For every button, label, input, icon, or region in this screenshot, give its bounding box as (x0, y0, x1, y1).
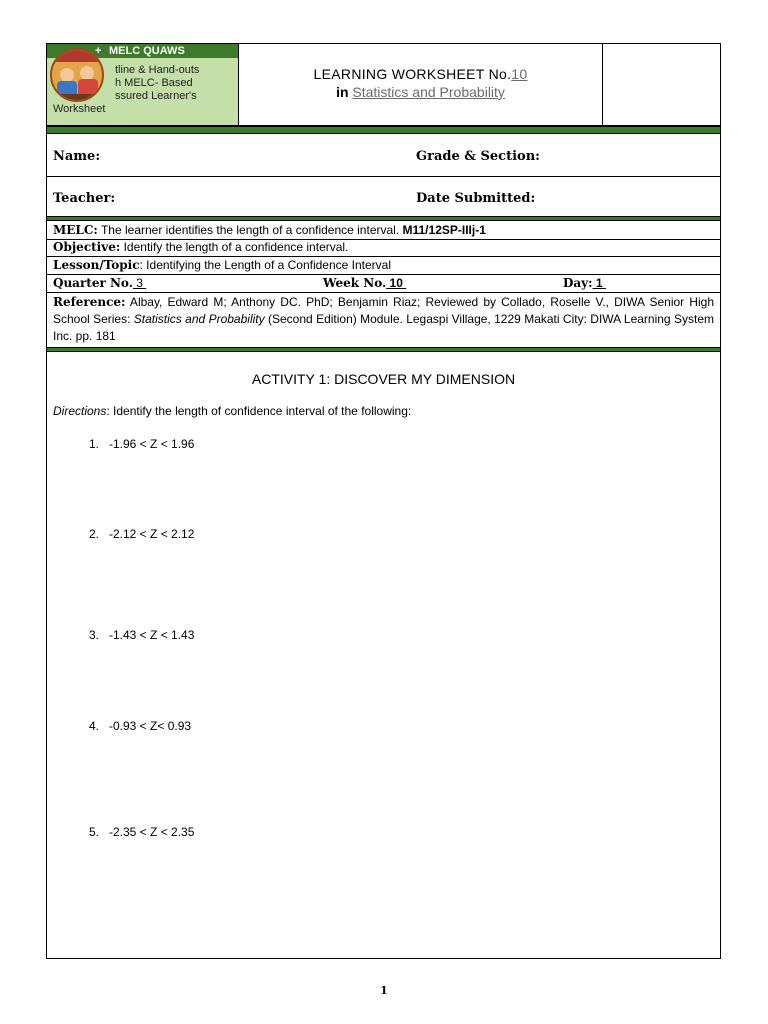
worksheet-title-panel (239, 44, 603, 125)
item-text: -2.35 < Z < 2.35 (109, 825, 195, 839)
teacher-label: Teacher: (53, 191, 116, 206)
week-value: 10 (386, 276, 407, 290)
item-number: 1. (88, 437, 99, 451)
objective-label: Objective: (53, 240, 121, 254)
title-prefix: LEARNING WORKSHEET No. (313, 66, 512, 82)
worksheet (46, 43, 721, 959)
item-text: -2.12 < Z < 2.12 (109, 527, 195, 541)
reference-text-end: (Second Edition) Module. Legaspi Village, 1229 Makati City: DIWA Learning System Inc. pp. 181 (53, 312, 714, 343)
activity-title: ACTIVITY 1: DISCOVER MY DIMENSION (251, 371, 516, 387)
divider (47, 176, 720, 177)
lesson-row (53, 258, 391, 273)
subject-name: Statistics and Probability (352, 84, 505, 100)
list-item (77, 437, 194, 451)
green-divider (47, 126, 720, 134)
item-text: -1.43 < Z < 1.43 (109, 628, 195, 642)
worksheet-title (239, 66, 602, 82)
grade-section-label: Grade & Section: (416, 149, 540, 164)
reference-row (53, 294, 714, 345)
directions-label: Directions (53, 404, 107, 418)
list-item (77, 825, 194, 839)
item-number: 4. (88, 719, 99, 733)
lesson-text: : Identifying the Length of a Confidence Interval (139, 258, 392, 272)
logo-panel (47, 44, 239, 125)
reference-label: Reference: (53, 295, 126, 309)
melc-row (53, 223, 486, 238)
reference-book-title: Statistics and Probability (133, 312, 265, 326)
day-value: 1 (592, 276, 606, 290)
divider (47, 256, 720, 257)
item-number: 3. (88, 628, 99, 642)
list-item (77, 527, 194, 541)
week-label: Week No. (323, 276, 387, 290)
item-text: -1.96 < Z < 1.96 (109, 437, 195, 451)
divider (47, 292, 720, 293)
logo-band-text: MELC QUAWS (109, 45, 185, 57)
objective-text: Identify the length of a confidence interval. (120, 240, 349, 254)
logo-text-line-1: tline & Hand-outs (115, 64, 200, 76)
school-logo-icon (50, 48, 104, 102)
subject-prefix: in (336, 84, 353, 100)
green-divider (47, 347, 720, 352)
directions-text: : Identify the length of confidence interval of the following: (106, 404, 412, 418)
day-field (563, 276, 606, 291)
logo-text-line-3: ssured Learner's (115, 90, 197, 102)
quarter-value: 3 (132, 276, 147, 290)
quarter-label: Quarter No. (53, 276, 133, 290)
melc-code: M11/12SP-IIIj-1 (402, 223, 486, 237)
week-field (323, 276, 406, 291)
list-item (77, 628, 194, 642)
item-number: 2. (88, 527, 99, 541)
divider (47, 274, 720, 275)
reference-text: Albay, Edward M; Anthony DC. PhD; Benjamin Riaz; Reviewed by Collado, Roselle V., DIWA Senior High School Series: (53, 295, 714, 326)
name-label: Name: (53, 149, 101, 164)
list-item (77, 719, 191, 733)
page-number: 1 (380, 984, 388, 997)
objective-row (53, 240, 348, 255)
worksheet-subject (239, 84, 602, 100)
worksheet-number: 10 (511, 66, 528, 82)
green-divider (47, 216, 720, 221)
melc-text: The learner identifies the length of a confidence interval. (97, 223, 403, 237)
melc-label: MELC: (53, 223, 98, 237)
quarter-field (53, 276, 146, 291)
item-number: 5. (88, 825, 99, 839)
day-label: Day: (563, 276, 593, 290)
item-text: -0.93 < Z< 0.93 (109, 719, 192, 733)
lesson-label: Lesson/Topic (53, 258, 140, 272)
date-submitted-label: Date Submitted: (416, 191, 536, 206)
logo-text-line-4: Worksheet (53, 103, 106, 115)
logo-text-line-2: h MELC- Based (115, 77, 193, 89)
directions (53, 404, 411, 418)
